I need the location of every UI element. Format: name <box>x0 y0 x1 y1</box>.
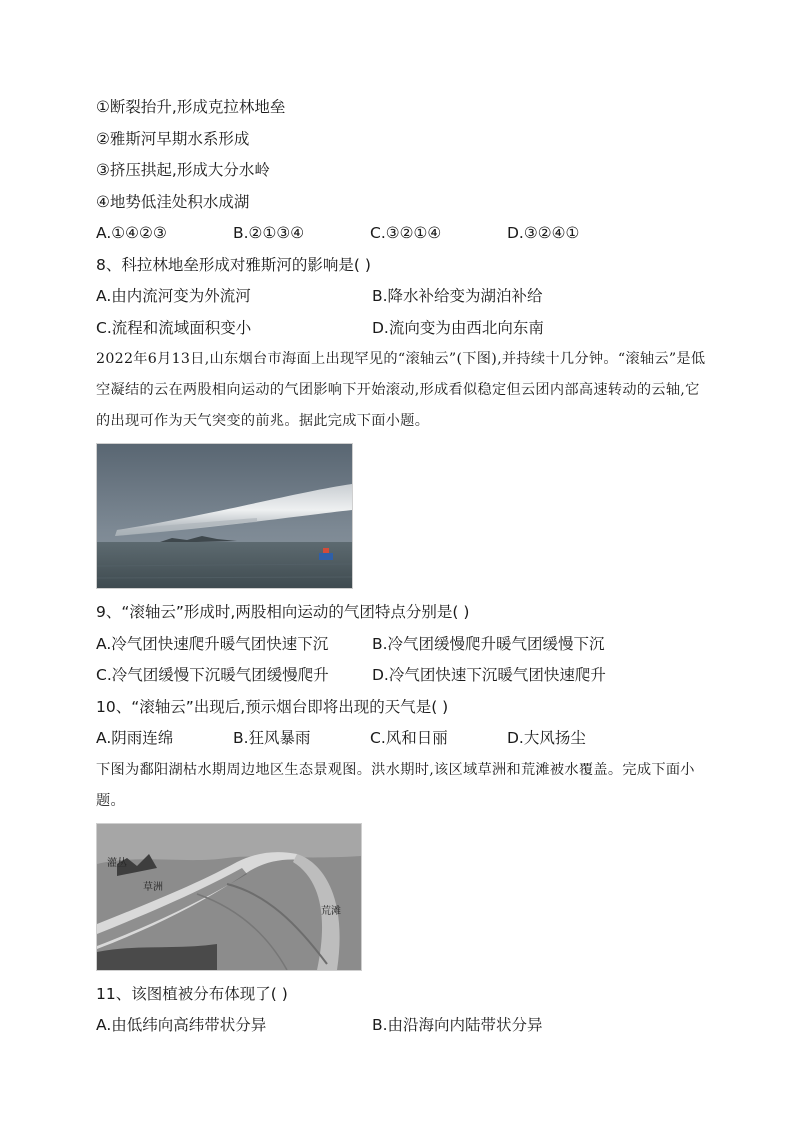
q8-option-c: C.流程和流域面积变小 <box>96 318 252 337</box>
q8-option-a: A.由内流河变为外流河 <box>96 287 251 305</box>
label-grassland: 草洲 <box>143 881 163 893</box>
q10-option-a: A.阴雨连绵 <box>96 729 174 747</box>
label-shrub: 灌丛 <box>107 857 127 869</box>
q7-option-b: B.②①③④ <box>233 224 305 242</box>
step-3: ③挤压拱起,形成大分水岭 <box>96 161 270 179</box>
q7-options <box>96 218 706 250</box>
q8-options-row2 <box>96 313 706 345</box>
q9-option-b: B.冷气团缓慢爬升暖气团缓慢下沉 <box>372 634 605 653</box>
q7-option-c: C.③②①④ <box>370 224 442 242</box>
q9-option-d: D.冷气团快速下沉暖气团快速爬升 <box>372 666 606 684</box>
q11-option-a: A.由低纬向高纬带状分异 <box>96 1016 267 1034</box>
passage-roll-cloud: 2022年6月13日,山东烟台市海面上出现罕见的“滚轴云”(下图),并持续十几分钟。“滚轴云”是低空凝结的云在两股相向运动的气团影响下开始滚动,形成看似稳定但云团内部高速转动的云轴,它的出现可作为天气突变的前兆。据此完成下面小题。 <box>96 351 706 429</box>
label-barren-beach: 荒滩 <box>321 905 341 917</box>
exam-page <box>96 92 706 1042</box>
passage-poyang-lake: 下图为鄱阳湖枯水期周边地区生态景观图。洪水期时,该区域草洲和荒滩被水覆盖。完成下面小题。 <box>96 761 695 809</box>
step-4: ④地势低洼处积水成湖 <box>96 192 250 211</box>
q9-options-row1 <box>96 629 706 661</box>
roll-cloud-photo <box>96 443 353 589</box>
poyang-landscape-photo <box>96 823 362 971</box>
q10-options <box>96 723 706 755</box>
q9-stem: 9、“滚轴云”形成时,两股相向运动的气团特点分别是( ) <box>96 603 470 621</box>
q9-option-a: A.冷气团快速爬升暖气团快速下沉 <box>96 634 329 653</box>
q8-options-row1 <box>96 281 706 313</box>
q7-option-a: A.①④②③ <box>96 224 167 242</box>
q11-stem: 11、该图植被分布体现了( ) <box>96 984 288 1003</box>
q10-stem: 10、“滚轴云”出现后,预示烟台即将出现的天气是( ) <box>96 697 449 716</box>
q10-option-c: C.风和日丽 <box>370 729 448 747</box>
q8-option-d: D.流向变为由西北向东南 <box>372 318 544 337</box>
q7-option-d: D.③②④① <box>507 224 580 242</box>
q10-option-b: B.狂风暴雨 <box>233 729 311 747</box>
q9-options-row2 <box>96 660 706 692</box>
step-1: ①断裂抬升,形成克拉林地垒 <box>96 98 286 116</box>
q11-options-row1 <box>96 1010 706 1042</box>
q11-option-b: B.由沿海向内陆带状分异 <box>372 1016 543 1034</box>
q8-option-b: B.降水补给变为湖泊补给 <box>372 287 543 305</box>
q10-option-d: D.大风扬尘 <box>507 729 586 747</box>
q8-stem: 8、科拉林地垒形成对雅斯河的影响是( ) <box>96 255 371 274</box>
q9-option-c: C.冷气团缓慢下沉暖气团缓慢爬升 <box>96 666 329 684</box>
step-2: ②雅斯河早期水系形成 <box>96 129 250 148</box>
